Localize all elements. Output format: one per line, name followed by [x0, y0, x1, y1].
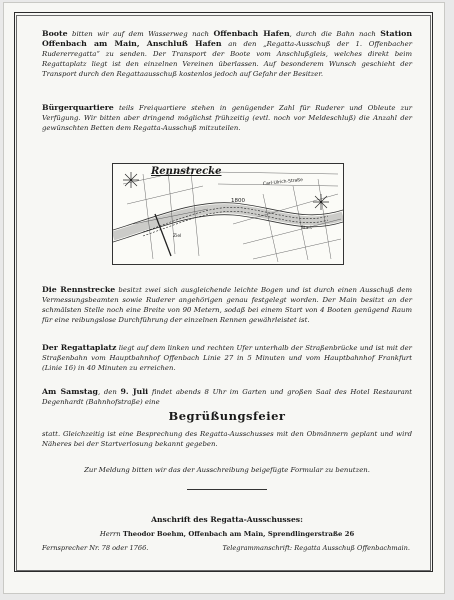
buergerquartiere-paragraph: Bürgerquartiere teils Freiquartiere stehen in genügender Zahl für Ruderer und Obleute zur Verfügung. Wir bitten aber dringend möglichst frühzeitig (evtl. noch vor Meldeschluß) die Anzahl der gewünschten Betten dem Regatta-Ausschuß mitzuteilen. — [42, 103, 412, 132]
rennstrecke-lead: Die Rennstrecke — [42, 285, 116, 294]
course-map-drawing — [113, 164, 343, 264]
samstag-lead: Am Samstag — [42, 387, 98, 396]
map-label-start: Start — [301, 226, 312, 231]
compass-star-left-icon — [123, 172, 139, 188]
boote-lead: Boote — [42, 29, 68, 38]
meldung-note: Zur Meldung bitten wir das der Ausschreibung beigefügte Formular zu benutzen. — [84, 466, 370, 474]
rennstrecke-paragraph: Die Rennstrecke besitzt zwei sich ausgleichende leichte Bogen und ist durch einen Ausschuß dem Vermessungsbeamten sowie Ruderer angehörigen genau festgelegt worden. Der Main besitzt an der schmälsten Stelle noch eine Breite von 90 Metern, sodaß bei einem Start von 4 Booten genügend Raum für eine reibungslose Durchführung der einzelnen Rennen gewährleistet ist. — [42, 285, 412, 324]
map-label-distance: 1800 — [231, 198, 245, 204]
samstag-paragraph: Am Samstag, den 9. Juli findet abends 8 Uhr im Garten und großen Saal des Hotel Restaurant Degenhardt (Bahnhofstraße) eine — [42, 387, 412, 406]
compass-star-right-icon — [313, 194, 329, 210]
regattaplatz-paragraph: Der Regattaplatz liegt auf dem linken und rechten Ufer unterhalb der Straßenbrücke und ist mit der Straßenbahn vom Hauptbahnhof Offenbach Linie 27 in 5 Minuten und vom Hauptbahnhof Frankfurt (Linie 16) in 40 Minuten zu erreichen. — [42, 343, 412, 372]
document-page — [3, 2, 445, 594]
map-label-ziel: Ziel — [173, 234, 182, 239]
divider-rule — [187, 489, 267, 490]
address-heading: Anschrift des Regatta-Ausschusses: — [151, 515, 303, 524]
address-line: Herrn Theodor Boehm, Offenbach am Main, Sprendlingerstraße 26 — [99, 530, 355, 538]
begruessungsfeier-title: Begrüßungsfeier — [168, 409, 286, 423]
boote-paragraph: Boote bitten wir auf dem Wasserweg nach Offenbach Hafen, durch die Bahn nach Station Offenbach am Main, Anschluß Hafen an den „Regatta-Ausschuß der 1. Offenbacher Rudererregatta“ zu senden. Der Transport der Boote vom Anschlußgleis, welches direkt beim Regattaplatz liegt ist den einzelnen Vereinen überlassen. Auf besonderem Wunsch geschieht der Transport durch den Regattaausschuß kostenlos jedoch auf Gefahr der Besitzer. — [42, 29, 413, 78]
buergerquartiere-lead: Bürgerquartiere — [42, 103, 114, 112]
course-map — [112, 163, 344, 265]
address-phone: Fernsprecher Nr. 78 oder 1766. — [42, 544, 149, 552]
feier-paragraph: statt. Gleichzeitig ist eine Besprechung des Regatta-Ausschusses mit den Obmännern geplant und wird Näheres bei der Startverlosung bekannt gegeben. — [42, 430, 412, 448]
map-title: Rennstrecke — [151, 166, 222, 177]
regattaplatz-lead: Der Regattaplatz — [42, 343, 117, 352]
address-telegram: Telegrammanschrift: Regatta Ausschuß Offenbachmain. — [222, 544, 410, 552]
map-label-street: Carl-Ulrich-Straße — [262, 177, 304, 188]
